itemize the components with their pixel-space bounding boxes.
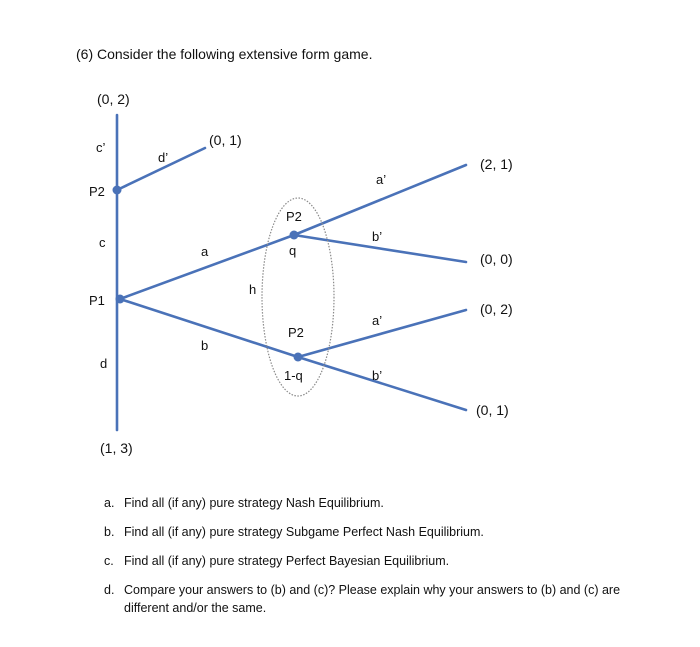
question-letter: c. xyxy=(104,554,114,568)
edge-b xyxy=(120,299,298,357)
payoff-c-prime: (0, 2) xyxy=(97,91,130,107)
node-p2-upper xyxy=(290,231,299,240)
action-lower-a-prime: a’ xyxy=(372,313,383,328)
label-p2-lower: P2 xyxy=(288,325,304,340)
question-item xyxy=(104,552,664,570)
question-letter: d. xyxy=(104,583,115,597)
question-text: Find all (if any) pure strategy Subgame Perfect Nash Equilibrium. xyxy=(124,525,484,539)
action-h: h xyxy=(249,282,257,297)
action-d: d xyxy=(100,356,108,371)
label-p1: P1 xyxy=(89,293,105,308)
belief-upper: q xyxy=(289,243,297,258)
question-item xyxy=(104,523,664,541)
question-text: Compare your answers to (b) and (c)? Please explain why your answers to (b) and (c) are different and/or the same. xyxy=(124,583,621,615)
node-p2-top xyxy=(113,186,122,195)
action-upper-b-prime: b’ xyxy=(372,229,383,244)
problem-title: (6) Consider the following extensive form game. xyxy=(76,46,373,62)
payoff-lower-b-prime: (0, 1) xyxy=(476,402,509,418)
belief-lower: 1-q xyxy=(284,368,303,383)
label-p2-upper: P2 xyxy=(286,209,302,224)
question-item xyxy=(104,494,664,512)
payoff-upper-a-prime: (2, 1) xyxy=(480,156,513,172)
action-d-prime: d’ xyxy=(158,150,169,165)
payoff-upper-b-prime: (0, 0) xyxy=(480,251,513,267)
node-p2-lower xyxy=(294,353,303,362)
action-a: a xyxy=(201,244,209,259)
action-b: b xyxy=(201,338,209,353)
question-letter: a. xyxy=(104,496,115,510)
question-list xyxy=(104,494,664,628)
action-c: c xyxy=(99,235,106,250)
node-p1 xyxy=(116,295,125,304)
question-text: Find all (if any) pure strategy Perfect Bayesian Equilibrium. xyxy=(124,554,450,568)
label-p2-top: P2 xyxy=(89,184,105,199)
action-c-prime: c’ xyxy=(96,140,106,155)
question-text: Find all (if any) pure strategy Nash Equilibrium. xyxy=(124,496,384,510)
payoff-lower-a-prime: (0, 2) xyxy=(480,301,513,317)
action-lower-b-prime: b’ xyxy=(372,368,383,383)
information-set xyxy=(262,198,334,396)
action-upper-a-prime: a’ xyxy=(376,172,387,187)
question-item xyxy=(104,581,664,617)
edge-lower-b-prime xyxy=(298,357,466,410)
payoff-d-prime: (0, 1) xyxy=(209,132,242,148)
question-letter: b. xyxy=(104,525,115,539)
payoff-d: (1, 3) xyxy=(100,440,133,456)
